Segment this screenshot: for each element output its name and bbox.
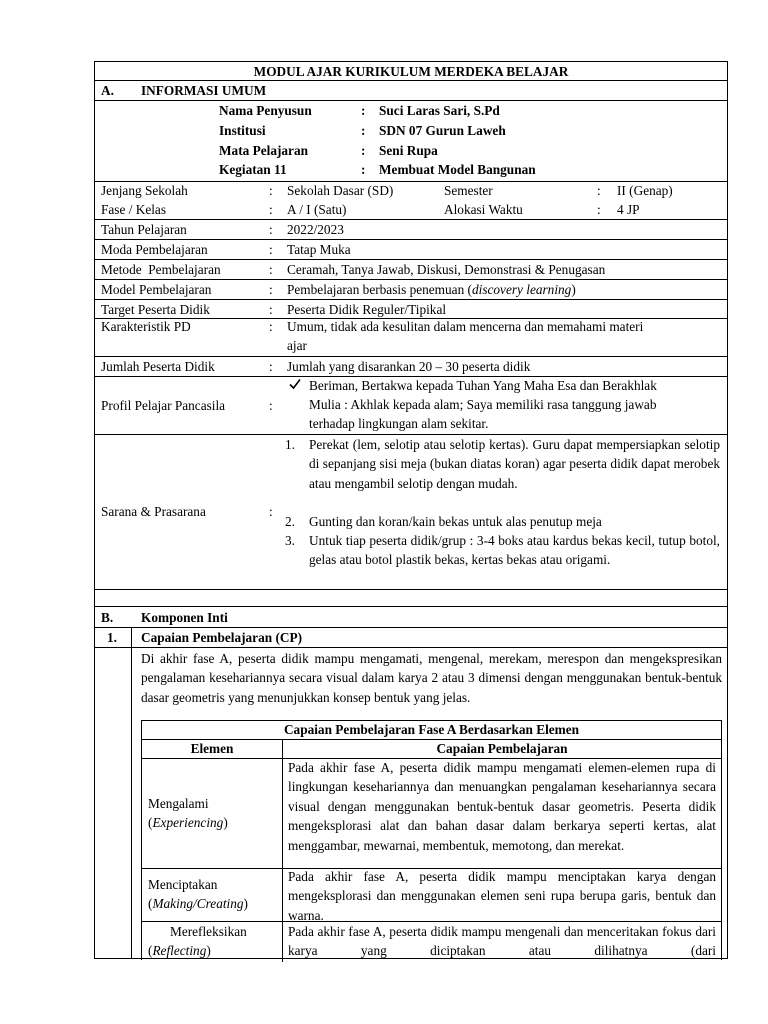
value-karakteristik-line1: Umum, tidak ada kesulitan dalam mencerna dan memahami materi bbox=[287, 319, 644, 334]
colon: : bbox=[269, 262, 273, 277]
section-b-number: B. bbox=[101, 610, 114, 625]
label-sarana: Sarana & Prasarana bbox=[101, 504, 206, 519]
value-karakteristik-line2: ajar bbox=[287, 338, 307, 353]
label-model: Model Pembelajaran bbox=[101, 282, 212, 297]
sarana-text-1: Perekat (lem, selotip atau selotip kertas). Guru dapat mempersiapkan selotip di sepanjang sisi meja (bukan diatas koran) agar peserta didik dapat merobek atau mengambil selotip dengan mudah. bbox=[309, 437, 720, 491]
value-profil-line1: Beriman, Bertakwa kepada Tuhan Yang Maha Esa dan Berakhlak bbox=[309, 378, 657, 393]
colon: : bbox=[269, 504, 273, 519]
value-semester: II (Genap) bbox=[617, 183, 673, 198]
header-colon: : bbox=[361, 162, 366, 177]
element-description: Pada akhir fase A, peserta didik mampu menciptakan karya dengan mengeksplorasi dan menggunakan elemen seni rupa berupa garis, bentuk dan warna. bbox=[288, 869, 716, 923]
divider bbox=[282, 922, 283, 962]
element-name-en: (Experiencing) bbox=[148, 815, 228, 830]
element-description: Pada akhir fase A, peserta didik mampu mengamati elemen-elemen rupa di lingkungan kesehariannya dan menuangkan pengalaman kesehariannya secara visual dengan menggunakan bentuk-bentuk dasar geometris. Peserta didik mengeksplorasi alat dan bahan dasar dalam berkarya seperti kertas, alat menggambar, mewarnai, membentuk, memotong, dan merekat. bbox=[288, 760, 716, 853]
model-row bbox=[95, 280, 727, 300]
cp-table-title-row bbox=[142, 721, 721, 740]
karakteristik-row bbox=[95, 319, 727, 357]
label-target: Target Peserta Didik bbox=[101, 302, 210, 317]
title-row bbox=[95, 62, 727, 81]
label-tahun: Tahun Pelajaran bbox=[101, 222, 187, 237]
sarana-row bbox=[95, 435, 727, 590]
value-jumlah: Jumlah yang disarankan 20 – 30 peserta didik bbox=[287, 359, 531, 374]
header-info-block bbox=[95, 101, 727, 182]
cp-paragraph: Di akhir fase A, peserta didik mampu mengamati, mengenal, merekam, merespon dan mengekspresikan pengalaman kesehariannya secara visual dalam karya 2 atau 3 dimensi dengan menggunakan bentuk-bentuk dasar geometris yang menunjukkan konsep bentuk yang jelas. bbox=[141, 651, 722, 705]
colon: : bbox=[269, 222, 273, 237]
label-fase: Fase / Kelas bbox=[101, 202, 166, 217]
jenjang-fase-block bbox=[95, 182, 727, 220]
table-row bbox=[142, 869, 721, 922]
label-jumlah: Jumlah Peserta Didik bbox=[101, 359, 215, 374]
profil-row bbox=[95, 377, 727, 435]
colon: : bbox=[269, 183, 273, 198]
element-name-en: (Reflecting) bbox=[148, 943, 211, 958]
colon: : bbox=[269, 359, 273, 374]
header-label-mapel: Mata Pelajaran bbox=[219, 143, 308, 158]
cp-number: 1. bbox=[107, 630, 117, 645]
cp-table-col-capaian: Capaian Pembelajaran bbox=[436, 741, 568, 756]
divider bbox=[131, 648, 132, 958]
cp-table-col-elemen: Elemen bbox=[190, 741, 234, 756]
jumlah-row bbox=[95, 357, 727, 377]
sarana-text-3: Untuk tiap peserta didik/grup : 3-4 boks atau kardus bekas kecil, tutup botol, gelas atau botol plastik bekas, kertas bekas atau origami. bbox=[309, 533, 720, 568]
table-row bbox=[142, 759, 721, 869]
check-icon bbox=[289, 376, 301, 395]
value-profil-line2: Mulia : Akhlak kepada alam; Saya memiliki rasa tanggung jawab bbox=[309, 397, 657, 412]
section-a-row bbox=[95, 81, 727, 101]
moda-row bbox=[95, 240, 727, 260]
divider bbox=[131, 628, 132, 647]
colon: : bbox=[269, 398, 273, 413]
cp-title: Capaian Pembelajaran (CP) bbox=[141, 630, 303, 645]
cp-element-table bbox=[141, 720, 722, 960]
value-moda: Tatap Muka bbox=[287, 242, 351, 257]
value-alokasi: 4 JP bbox=[617, 202, 640, 217]
element-description: Pada akhir fase A, peserta didik mampu mengenali dan menceritakan fokus dari karya yang diciptakan atau dilihatnya (dari bbox=[288, 924, 716, 959]
section-a-title: INFORMASI UMUM bbox=[141, 83, 267, 98]
header-label-penyusun: Nama Penyusun bbox=[219, 103, 312, 118]
header-value-institusi: SDN 07 Gurun Laweh bbox=[379, 123, 506, 138]
tahun-row bbox=[95, 220, 727, 240]
document-page bbox=[94, 61, 728, 959]
colon: : bbox=[597, 202, 601, 217]
colon: : bbox=[269, 202, 273, 217]
header-colon: : bbox=[361, 143, 366, 158]
value-profil-line3: terhadap lingkungan alam sekitar. bbox=[309, 416, 489, 431]
header-colon: : bbox=[361, 123, 366, 138]
label-moda: Moda Pembelajaran bbox=[101, 242, 208, 257]
label-karakteristik: Karakteristik PD bbox=[101, 319, 191, 334]
label-profil: Profil Pelajar Pancasila bbox=[101, 398, 226, 413]
colon: : bbox=[597, 183, 601, 198]
label-semester: Semester bbox=[444, 183, 493, 198]
header-value-penyusun: Suci Laras Sari, S.Pd bbox=[379, 103, 500, 118]
cp-table-title: Capaian Pembelajaran Fase A Berdasarkan Elemen bbox=[283, 722, 580, 737]
cp-heading-row bbox=[95, 628, 727, 648]
element-name-en: (Making/Creating) bbox=[148, 896, 248, 911]
section-a-number: A. bbox=[101, 83, 114, 98]
label-metode: Metode Pembelajaran bbox=[101, 262, 221, 277]
element-name: Menciptakan bbox=[148, 877, 218, 892]
document-title: MODUL AJAR KURIKULUM MERDEKA BELAJAR bbox=[253, 64, 569, 79]
element-name: Mengalami bbox=[148, 796, 209, 811]
colon: : bbox=[269, 242, 273, 257]
colon: : bbox=[269, 302, 273, 317]
header-colon: : bbox=[361, 103, 366, 118]
sarana-num-2: 2. bbox=[285, 514, 295, 529]
value-target: Peserta Didik Reguler/Tipikal bbox=[287, 302, 447, 317]
element-name: Merefleksikan bbox=[170, 924, 247, 939]
colon: : bbox=[269, 319, 273, 334]
divider bbox=[282, 869, 283, 921]
header-label-kegiatan: Kegiatan 11 bbox=[219, 162, 287, 177]
label-jenjang: Jenjang Sekolah bbox=[101, 183, 188, 198]
header-value-kegiatan: Membuat Model Bangunan bbox=[379, 162, 536, 177]
divider bbox=[282, 759, 283, 868]
value-tahun: 2022/2023 bbox=[287, 222, 344, 237]
header-label-institusi: Institusi bbox=[219, 123, 266, 138]
section-b-row bbox=[95, 607, 727, 628]
value-jenjang: Sekolah Dasar (SD) bbox=[287, 183, 394, 198]
table-row bbox=[142, 922, 721, 962]
value-metode: Ceramah, Tanya Jawab, Diskusi, Demonstrasi & Penugasan bbox=[287, 262, 606, 277]
sarana-num-1: 1. bbox=[285, 437, 295, 452]
sarana-text-2: Gunting dan koran/kain bekas untuk alas penutup meja bbox=[309, 514, 602, 529]
label-alokasi: Alokasi Waktu bbox=[444, 202, 523, 217]
colon: : bbox=[269, 282, 273, 297]
section-b-title: Komponen Inti bbox=[141, 610, 228, 625]
value-model: Pembelajaran berbasis penemuan (discovery learning) bbox=[287, 282, 576, 297]
value-fase: A / I (Satu) bbox=[287, 202, 347, 217]
sarana-num-3: 3. bbox=[285, 533, 295, 548]
cp-table-header-row bbox=[142, 740, 721, 759]
metode-row bbox=[95, 260, 727, 280]
header-value-mapel: Seni Rupa bbox=[379, 143, 438, 158]
spacer-row bbox=[95, 590, 727, 607]
